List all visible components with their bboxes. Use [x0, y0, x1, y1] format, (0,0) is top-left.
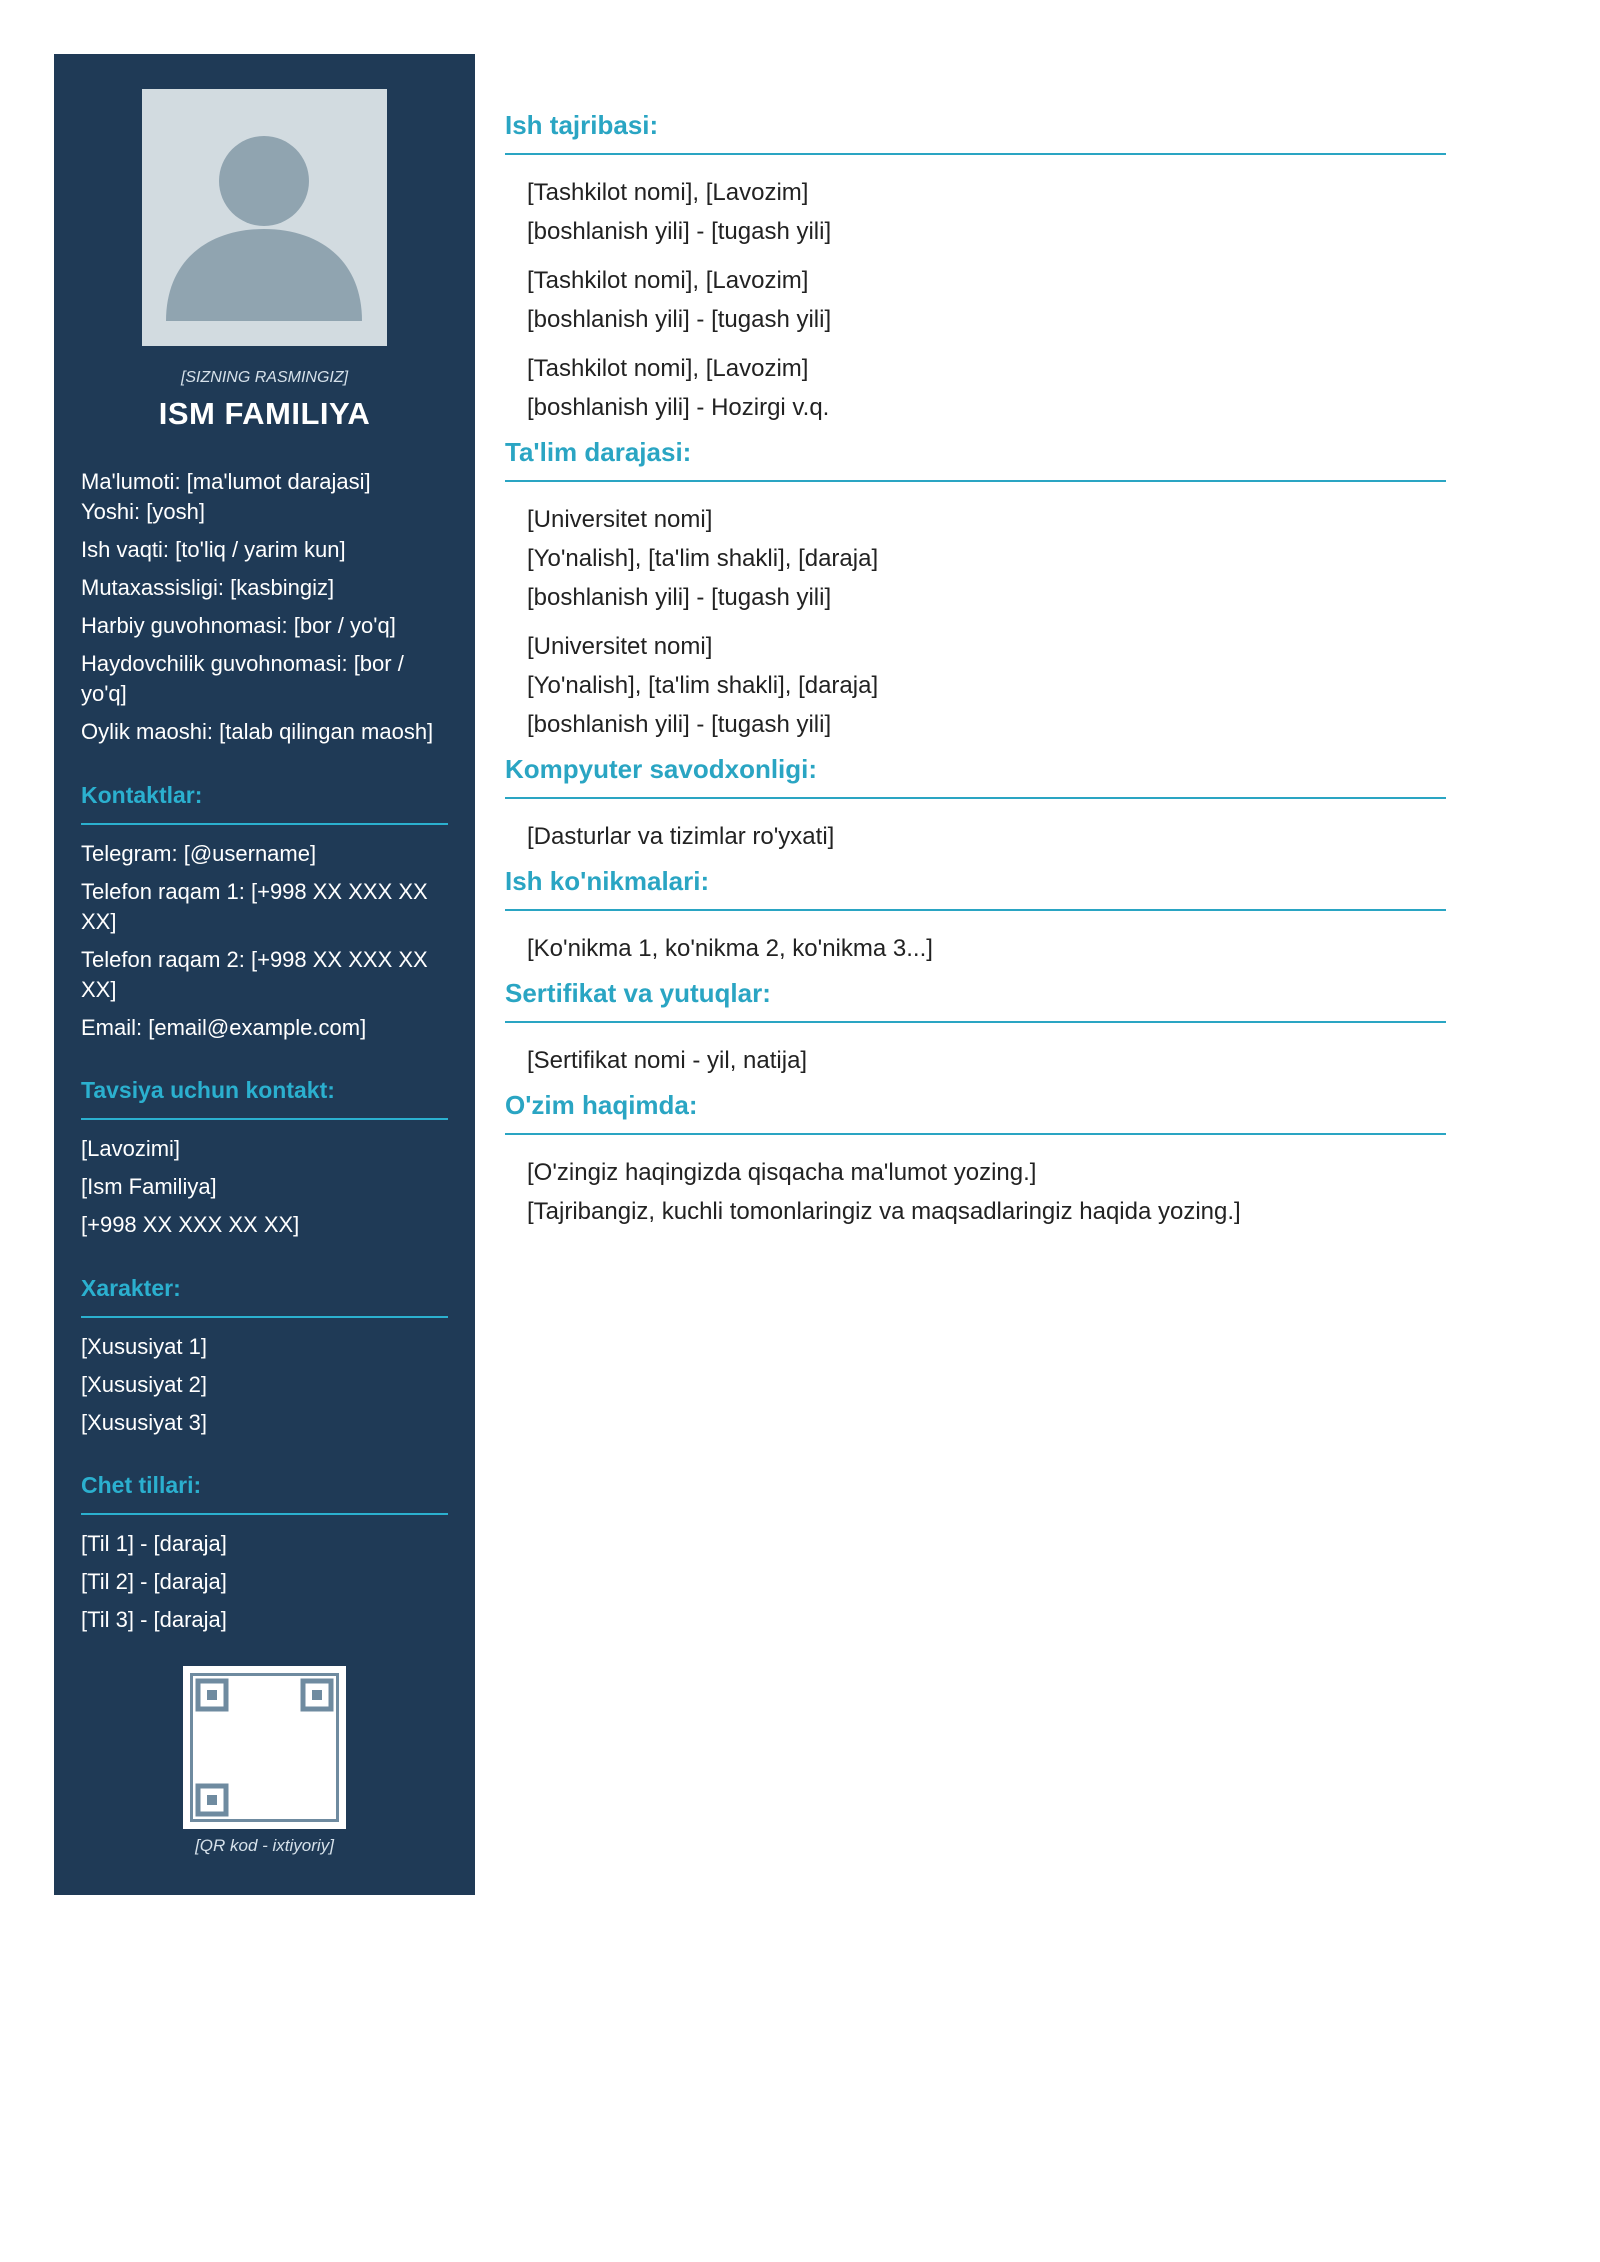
work-skills-entry — [505, 929, 1446, 968]
character-item: [Xususiyat 1] — [81, 1334, 207, 1359]
about-section — [505, 1090, 1446, 1231]
languages-heading: Chet tillari: — [81, 1472, 448, 1515]
entry-program: [Yo'nalish], [ta'lim shakli], [daraja] — [527, 545, 879, 572]
character-item: [Xususiyat 2] — [81, 1372, 207, 1397]
entry-dates: [boshlanish yili] - [tugash yili] — [527, 306, 832, 333]
reference-section — [81, 1077, 448, 1248]
certificates-section — [505, 978, 1446, 1080]
entry-title: [Tashkilot nomi], [Lavozim] — [527, 179, 809, 206]
contact-phone-1: Telefon raqam 1: [+998 XX XXX XX XX] — [81, 879, 428, 934]
entry-title: [Tashkilot nomi], [Lavozim] — [527, 267, 809, 294]
reference-name: [Ism Familiya] — [81, 1174, 217, 1199]
computer-skills-heading: Kompyuter savodxonligi: — [505, 754, 1446, 799]
contact-email: Email: [email@example.com] — [81, 1015, 367, 1040]
info-specialty: Mutaxassisligi: [kasbingiz] — [81, 575, 335, 600]
entry-dates: [boshlanish yili] - [tugash yili] — [527, 711, 832, 738]
reference-heading: Tavsiya uchun kontakt: — [81, 1077, 448, 1120]
user-silhouette-icon — [142, 89, 387, 346]
info-salary: Oylik maoshi: [talab qilingan maosh] — [81, 719, 434, 744]
work-skills-heading: Ish ko'nikmalari: — [505, 866, 1446, 911]
entry-title: [Tashkilot nomi], [Lavozim] — [527, 355, 809, 382]
certificates-heading: Sertifikat va yutuqlar: — [505, 978, 1446, 1023]
computer-skills-entry — [505, 817, 1446, 856]
info-military-id: Harbiy guvohnomasi: [bor / yo'q] — [81, 613, 396, 638]
profile-photo-placeholder — [142, 89, 387, 346]
main-content — [505, 110, 1446, 1241]
character-section — [81, 1275, 448, 1446]
info-driver-license: Haydovchilik guvohnomasi: [bor / yo'q] — [81, 651, 404, 706]
entry-university: [Universitet nomi] — [527, 506, 713, 533]
entry-text: [Sertifikat nomi - yil, natija] — [527, 1047, 808, 1074]
character-item: [Xususiyat 3] — [81, 1410, 207, 1435]
photo-caption: [SIZNING RASMINGIZ] — [180, 369, 349, 386]
entry-text: [Ko'nikma 1, ko'nikma 2, ko'nikma 3...] — [527, 935, 933, 962]
experience-entry — [505, 349, 1446, 427]
computer-skills-section — [505, 754, 1446, 856]
full-name: ISM FAMILIYA — [158, 396, 371, 431]
entry-program: [Yo'nalish], [ta'lim shakli], [daraja] — [527, 672, 879, 699]
entry-dates: [boshlanish yili] - [tugash yili] — [527, 584, 832, 611]
qr-caption: [QR kod - ixtiyoriy] — [195, 1836, 334, 1855]
entry-text: [Dasturlar va tizimlar ro'yxati] — [527, 823, 835, 850]
character-heading: Xarakter: — [81, 1275, 448, 1318]
entry-dates: [boshlanish yili] - Hozirgi v.q. — [527, 394, 830, 421]
sidebar — [54, 54, 475, 1895]
experience-section — [505, 110, 1446, 427]
contacts-section — [81, 782, 448, 1051]
languages-section — [81, 1472, 448, 1643]
reference-position: [Lavozimi] — [81, 1136, 181, 1161]
about-entry — [505, 1153, 1446, 1231]
experience-entry — [505, 261, 1446, 339]
certificates-entry — [505, 1041, 1446, 1080]
entry-dates: [boshlanish yili] - [tugash yili] — [527, 218, 832, 245]
personal-info — [81, 467, 448, 755]
contact-phone-2: Telefon raqam 2: [+998 XX XXX XX XX] — [81, 947, 428, 1002]
entry-text: [Tajribangiz, kuchli tomonlaringiz va maqsadlaringiz haqida yozing.] — [527, 1198, 1241, 1225]
qr-code-icon — [186, 1669, 343, 1826]
reference-phone: [+998 XX XXX XX XX] — [81, 1212, 300, 1237]
language-item: [Til 1] - [daraja] — [81, 1531, 227, 1556]
language-item: [Til 2] - [daraja] — [81, 1569, 227, 1594]
experience-heading: Ish tajribasi: — [505, 110, 1446, 155]
experience-entry — [505, 173, 1446, 251]
language-item: [Til 3] - [daraja] — [81, 1607, 227, 1632]
info-age: Yoshi: [yosh] — [81, 499, 205, 524]
education-entry — [505, 500, 1446, 617]
education-heading: Ta'lim darajasi: — [505, 437, 1446, 482]
qr-code-placeholder — [183, 1666, 346, 1829]
about-heading: O'zim haqimda: — [505, 1090, 1446, 1135]
education-section — [505, 437, 1446, 744]
education-entry — [505, 627, 1446, 744]
contacts-heading: Kontaktlar: — [81, 782, 448, 825]
info-education: Ma'lumoti: [ma'lumot darajasi] — [81, 469, 371, 494]
entry-university: [Universitet nomi] — [527, 633, 713, 660]
contact-telegram: Telegram: [@username] — [81, 841, 317, 866]
entry-text: [O'zingiz haqingizda qisqacha ma'lumot yozing.] — [527, 1159, 1037, 1186]
work-skills-section — [505, 866, 1446, 968]
info-work-time: Ish vaqti: [to'liq / yarim kun] — [81, 537, 346, 562]
